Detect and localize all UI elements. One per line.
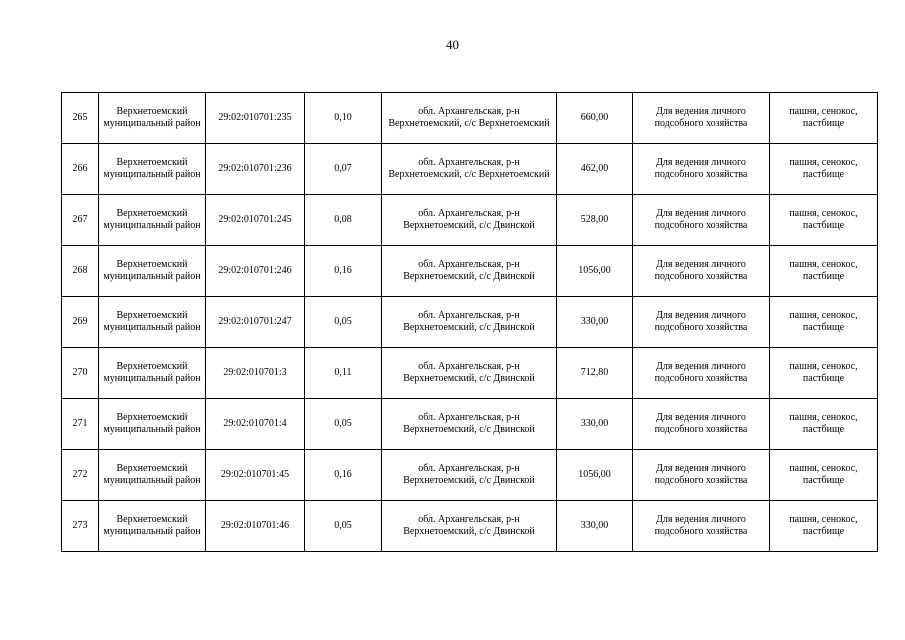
cost-cell: 1056,00 (557, 450, 633, 501)
page-number: 40 (446, 37, 459, 52)
cadastral-number-cell: 29:02:010701:3 (206, 348, 305, 399)
cadastral-number-cell: 29:02:010701:236 (206, 144, 305, 195)
land-type-cell: пашня, сенокос, пастбище (770, 399, 878, 450)
table-row (62, 297, 878, 348)
row-number-cell: 265 (62, 93, 99, 144)
table-row (62, 501, 878, 552)
cadastral-number-cell: 29:02:010701:4 (206, 399, 305, 450)
row-number-cell: 272 (62, 450, 99, 501)
district-cell: Верхнетоемский муниципальный район (99, 348, 206, 399)
permitted-use-cell: Для ведения личного подсобного хозяйства (633, 144, 770, 195)
address-cell: обл. Архангельская, р-н Верхнетоемский, с/с Двинской (382, 297, 557, 348)
district-cell: Верхнетоемский муниципальный район (99, 450, 206, 501)
area-cell: 0,11 (305, 348, 382, 399)
table-row (62, 246, 878, 297)
land-type-cell: пашня, сенокос, пастбище (770, 501, 878, 552)
address-cell: обл. Архангельская, р-н Верхнетоемский, с/с Двинской (382, 450, 557, 501)
land-type-cell: пашня, сенокос, пастбище (770, 450, 878, 501)
permitted-use-cell: Для ведения личного подсобного хозяйства (633, 93, 770, 144)
area-cell: 0,08 (305, 195, 382, 246)
table-row (62, 144, 878, 195)
district-cell: Верхнетоемский муниципальный район (99, 399, 206, 450)
cadastral-number-cell: 29:02:010701:247 (206, 297, 305, 348)
row-number-cell: 267 (62, 195, 99, 246)
area-cell: 0,16 (305, 450, 382, 501)
area-cell: 0,05 (305, 501, 382, 552)
district-cell: Верхнетоемский муниципальный район (99, 93, 206, 144)
cadastral-number-cell: 29:02:010701:46 (206, 501, 305, 552)
cost-cell: 1056,00 (557, 246, 633, 297)
area-cell: 0,05 (305, 399, 382, 450)
table-body (62, 93, 878, 552)
table-row (62, 93, 878, 144)
permitted-use-cell: Для ведения личного подсобного хозяйства (633, 195, 770, 246)
permitted-use-cell: Для ведения личного подсобного хозяйства (633, 450, 770, 501)
district-cell: Верхнетоемский муниципальный район (99, 246, 206, 297)
area-cell: 0,16 (305, 246, 382, 297)
table-row (62, 399, 878, 450)
table-row (62, 195, 878, 246)
address-cell: обл. Архангельская, р-н Верхнетоемский, с/с Двинской (382, 246, 557, 297)
area-cell: 0,10 (305, 93, 382, 144)
cadastral-number-cell: 29:02:010701:245 (206, 195, 305, 246)
district-cell: Верхнетоемский муниципальный район (99, 195, 206, 246)
district-cell: Верхнетоемский муниципальный район (99, 144, 206, 195)
land-type-cell: пашня, сенокос, пастбище (770, 246, 878, 297)
district-cell: Верхнетоемский муниципальный район (99, 297, 206, 348)
permitted-use-cell: Для ведения личного подсобного хозяйства (633, 501, 770, 552)
table-row (62, 450, 878, 501)
cost-cell: 330,00 (557, 501, 633, 552)
land-plots-table (61, 92, 878, 552)
row-number-cell: 266 (62, 144, 99, 195)
permitted-use-cell: Для ведения личного подсобного хозяйства (633, 246, 770, 297)
cadastral-number-cell: 29:02:010701:235 (206, 93, 305, 144)
land-type-cell: пашня, сенокос, пастбище (770, 93, 878, 144)
land-type-cell: пашня, сенокос, пастбище (770, 195, 878, 246)
address-cell: обл. Архангельская, р-н Верхнетоемский, с/с Двинской (382, 195, 557, 246)
cost-cell: 528,00 (557, 195, 633, 246)
address-cell: обл. Архангельская, р-н Верхнетоемский, с/с Двинской (382, 501, 557, 552)
land-type-cell: пашня, сенокос, пастбище (770, 348, 878, 399)
address-cell: обл. Архангельская, р-н Верхнетоемский, с/с Верхнетоемский (382, 93, 557, 144)
row-number-cell: 268 (62, 246, 99, 297)
address-cell: обл. Архангельская, р-н Верхнетоемский, с/с Верхнетоемский (382, 144, 557, 195)
address-cell: обл. Архангельская, р-н Верхнетоемский, с/с Двинской (382, 399, 557, 450)
cost-cell: 330,00 (557, 297, 633, 348)
permitted-use-cell: Для ведения личного подсобного хозяйства (633, 297, 770, 348)
cost-cell: 712,80 (557, 348, 633, 399)
area-cell: 0,05 (305, 297, 382, 348)
area-cell: 0,07 (305, 144, 382, 195)
district-cell: Верхнетоемский муниципальный район (99, 501, 206, 552)
cadastral-number-cell: 29:02:010701:246 (206, 246, 305, 297)
row-number-cell: 269 (62, 297, 99, 348)
land-type-cell: пашня, сенокос, пастбище (770, 144, 878, 195)
address-cell: обл. Архангельская, р-н Верхнетоемский, с/с Двинской (382, 348, 557, 399)
cadastral-number-cell: 29:02:010701:45 (206, 450, 305, 501)
cost-cell: 660,00 (557, 93, 633, 144)
row-number-cell: 273 (62, 501, 99, 552)
table-row (62, 348, 878, 399)
cost-cell: 330,00 (557, 399, 633, 450)
permitted-use-cell: Для ведения личного подсобного хозяйства (633, 399, 770, 450)
row-number-cell: 271 (62, 399, 99, 450)
permitted-use-cell: Для ведения личного подсобного хозяйства (633, 348, 770, 399)
land-type-cell: пашня, сенокос, пастбище (770, 297, 878, 348)
row-number-cell: 270 (62, 348, 99, 399)
cost-cell: 462,00 (557, 144, 633, 195)
